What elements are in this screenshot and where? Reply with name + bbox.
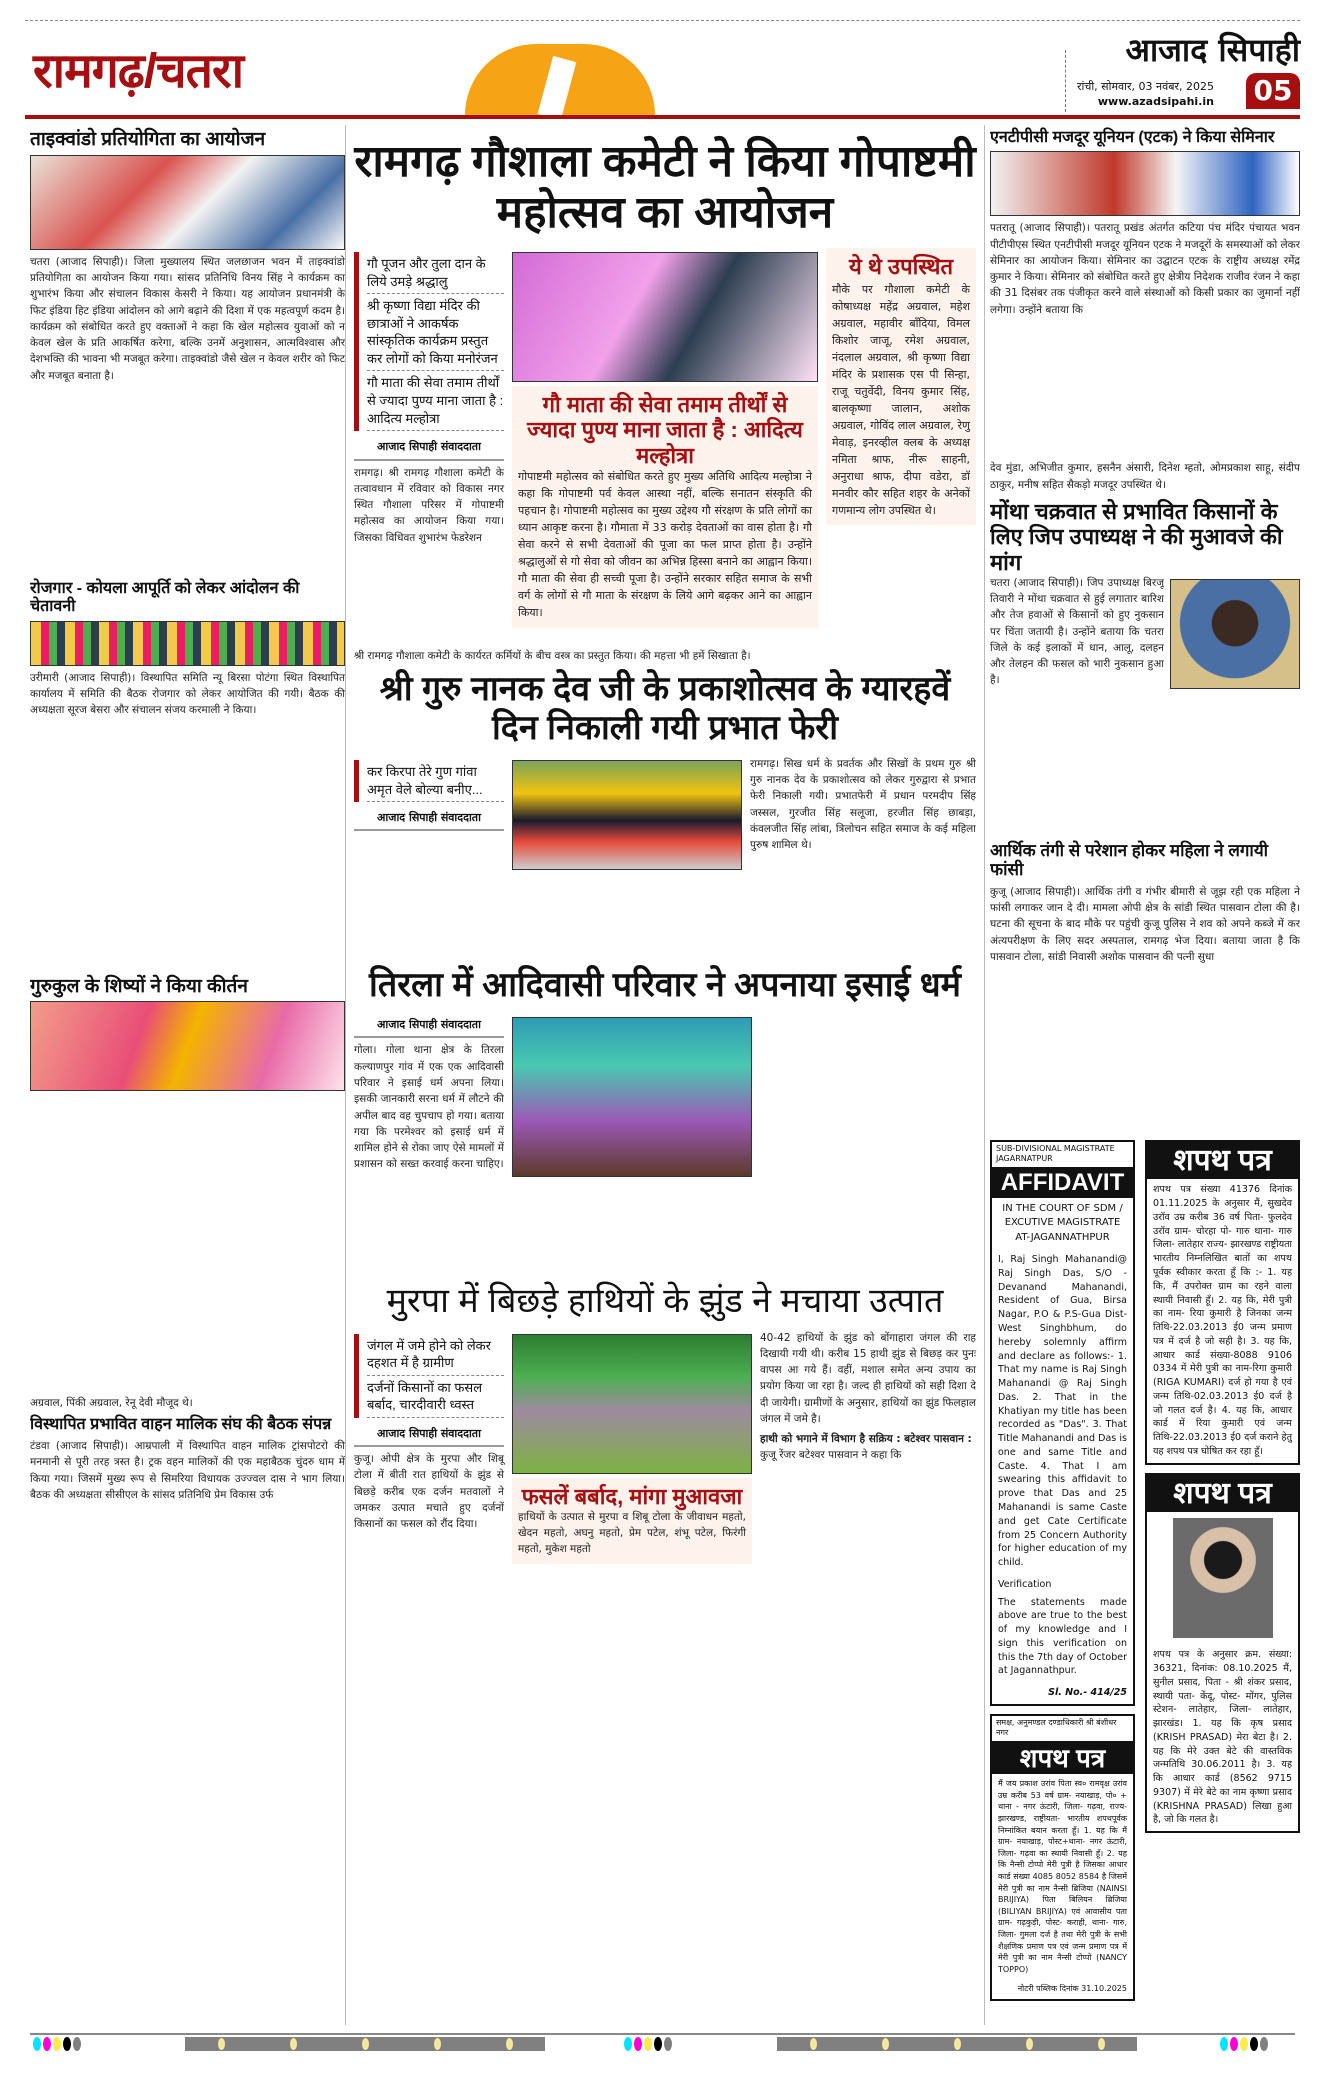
- shapath-body: शपथ पत्र संख्या 41376 दिनांक 01.11.2025 के अनुसार मैं, सुखदेव उरॉव उम्र करीब 36 वर्ष पिता- फुलदेव उरॉव ग्राम- चोरहा पो- गारु थाना- गारु जिला- लातेहार राज्य- झारखण्ड राष्ट्रीयता भारतीय निम्नलिखित बातों का शपथ पूर्वक स्वीकार करता हूँ कि :- 1. यह कि, मैं उपरोक्त ग्राम का रहने वाला स्थायी निवासी हूँ। 2. यह कि, मेरी पुत्री का नाम- रिया कुमारी है जिनका जन्म तिथि-22.03.2013 ई0 जन्म प्रमाण पत्र में दर्ज है जो सही है। 3. यह कि, आधार कार्ड संख्या-8088 9106 0334 में मेरी पुत्री का नाम-रिगा कुमारी (RIGA KUMARI) दर्ज हो गया है एवं जन्म तिथि-02.03.2013 ई0 दर्ज है जो गलत दर्ज है। 4. यह कि, आधार कार्ड में रिया कुमारी एवं जन्म तिथि-22.03.2013 ई0 दर्ज कराने हेतु यह शपथ पत्र घोषित कर रहा हूँ।: [1153, 1184, 1292, 1457]
- cyan-mark: [624, 2037, 632, 2051]
- article-body-end: अग्रवाल, पिंकी अग्रवाल, रेनू देवी मौजूद थे।: [30, 1397, 193, 1410]
- shapath-title: शपथ पत्र: [1147, 1142, 1298, 1180]
- subhead-body: कुजू रेंजर बटेश्वर पासवान ने कहा कि: [760, 1449, 902, 1462]
- article-body-filler: [30, 1095, 345, 1395]
- article-tirla: [346, 966, 984, 1272]
- article-body: रामगढ़। श्री रामगढ़ गौशाला कमेटी के तत्वावधान में रविवार को विकास नगर स्थित गौशाला परिसर में गोपाष्टमी महोत्सव का आयोजन किया गया। जिसका विधिवत शुभारंभ फेडरेशन: [354, 466, 504, 544]
- article-headline: गुरुकुल के शिष्यों ने किया कीर्तन: [30, 975, 248, 997]
- highlight-item: दर्जनों किसानों का फसल बर्बाद, चारदीवारी ध्वस्त: [367, 1376, 504, 1418]
- newspaper-name: आजाद सिपाही: [1125, 31, 1300, 69]
- yellow-mark: [53, 2037, 61, 2051]
- article-body: कुजू। ओपी क्षेत्र के मुरपा और शिबू टोला में बीती रात हाथियों के झुंड से बिछड़े करीब एक दर्जन मतवालों ने जमकर उत्पात मचाते हुए दर्जनों किसानों का फसल को रौंद दिया।: [354, 1453, 504, 1531]
- article-headline: मुरपा में बिछड़े हाथियों के झुंड ने मचाया उत्पात: [386, 1282, 944, 1321]
- verification-text: The statements made above are true to the best of my knowledge and I sign this verification on this the 7th day of October at Jagannathpur.: [998, 1596, 1127, 1677]
- byline: आजाद सिपाही संवाददाता: [354, 1422, 504, 1447]
- article-headline: विस्थापित प्रभावित वाहन मालिक संघ की बैठक संपन्न: [30, 1415, 332, 1433]
- website-link[interactable]: www.azadsipahi.in: [1097, 95, 1214, 108]
- article-gurunanak: [346, 670, 984, 956]
- calibration-dot: [882, 2038, 889, 2050]
- article-headline: आर्थिक तंगी से परेशान होकर महिला ने लगायी फांसी: [990, 840, 1269, 880]
- article-body-frame: [750, 756, 976, 956]
- black-mark: [654, 2037, 662, 2051]
- gray-mark: [664, 2037, 672, 2051]
- print-calibration-bar: [185, 2037, 545, 2051]
- taekwondo-photo: [30, 155, 345, 250]
- article-headline: एनटीपीसी मजदूर यूनियन (एटक) ने किया सेमिनार: [990, 129, 1275, 146]
- panel-headline: फसलें बर्बाद, मांगा मुआवजा: [521, 1483, 743, 1509]
- protest-rally-photo: [30, 621, 345, 666]
- article-body: कुजू (आजाद सिपाही)। आर्थिक तंगी व गंभीर बीमारी से जूझ रही एक महिला ने फांसी लगाकर जान दे दी। मामला ओपी क्षेत्र के सांडी स्थित पासवान टोला की है। घटना की सूचना के बाद मौके पर पहुंची कुजू पुलिस ने शव को अपने कब्जे में कर अंत्यपरीक्षण के लिए सदर अस्पताल, रामगढ़ भेज दिया। बताया जाता है कि पासवान टोला, सांडी निवासी अशोक पासवान की पत्नी सुधा: [990, 885, 1300, 963]
- quote-panel: [512, 386, 818, 627]
- article-body-frame: [30, 670, 345, 970]
- shapath-ad-2: [990, 1714, 1135, 2001]
- cyan-mark: [1220, 2037, 1228, 2051]
- tirla-photo: [512, 1017, 752, 1177]
- affidavit-authority: SUB-DIVISIONAL MAGISTRATE JAGARNATPUR: [992, 1142, 1133, 1168]
- article-headline: मोंथा चक्रवात से प्रभावित किसानों के लिए जिप उपाध्यक्ष ने की मुआवजे की मांग: [990, 498, 1283, 575]
- highlights-box: [354, 1334, 504, 1418]
- article-body-end: देव मुंडा, अभिजीत कुमार, हसनैन अंसारी, दिनेश म्हतो, ओमप्रकाश साहू, संदीप ठाकुर, मनीष सहित सैकड़ो मजदूर उपस्थित थे।: [990, 462, 1300, 491]
- highlights-box: [354, 252, 504, 431]
- edition-date: रांची, सोमवार, 03 नवंबर, 2025: [1077, 80, 1214, 93]
- calibration-dot: [506, 2038, 513, 2050]
- affidavit-body: I, Raj Singh Mahanandi@ Raj Singh Das, S/O - Devanand Mahanandi, Resident of Gua, Birsa Nagar, P.O & P.S-Gua Dist-West Singhbhum, do hereby solemnly affirm and declare as follows:- 1. That my name is Raj Singh Mahanandi @ Raj Singh Das. 2. That in the Khatiyan my title has been recorded as "Das". 3. That Title Mahanandi and Das is one and same Title and Caste. 4. That I am swearing this affidavit to prove that Das and 25 Mahanandi is same Caste and get Cate Certificate from 25 Concern Authority for higher education of my child.: [998, 1254, 1127, 1569]
- section-title: रामगढ़/चतरा: [33, 45, 244, 98]
- article-montha: [990, 499, 1300, 835]
- article-body-frame: [990, 884, 1300, 1134]
- verification-title: Verification: [998, 1578, 1052, 1590]
- article-gurukul: [30, 976, 345, 1412]
- seminar-photo: [990, 151, 1300, 216]
- article-union: [990, 129, 1300, 493]
- edition-row: [1077, 73, 1300, 109]
- top-dotted-rule: [25, 20, 1300, 21]
- subhead: हाथी को भगाने में विभाग है सक्रिय : बटेश्वर पासवान :: [760, 1433, 972, 1446]
- shapath-title: शपथ पत्र: [992, 1742, 1133, 1775]
- highlight-item: श्री कृष्णा विद्या मंदिर की छात्राओं ने आकर्षक सांस्कृतिक कार्यक्रम प्रस्तुत कर लोगों को किया मनोरंजन: [367, 294, 504, 371]
- middle-column: [345, 125, 985, 2025]
- shapath-body: मैं जय प्रकाश उरांव पिता स्व० रामवृक्ष उरांव उम्र करीब 53 वर्ष ग्राम- नयाखाड़, पो० + थाना - नगर ऊंटारी, जिला- गढ़वा, राज्य- झारखण्ड, राष्ट्रीयता- भारतीय शपथपूर्वक निम्नांकित बयान करता हूँ। 1. यह कि मैं ग्राम- नयाखाड़, पोस्ट+थाना- नगर ऊंटारी, जिला- गढ़वा का स्थायी निवासी हूँ। 2. यह कि नैन्सी टोप्पो मेरी पुत्री है जिसका आधार कार्ड संख्या 4085 8052 8584 है जिसमें मेरी पुत्री का नाम नैन्सी ब्रिजिया (NAINSI BRIJIYA) पिता बिलियन ब्रिजिया (BILIYAN BRIJIYA) एवं आवासीय पता ग्राम- गढ़कुड़ी, पोस्ट- कराही, थाना- गारु, जिला- गुमला दर्ज है तथा मेरी पुत्री के सभी शैक्षणिक प्रमाण पत्र एवं जन्म प्रमाण पत्र में मेरी पुत्री का नाम नैन्सी टोप्पो (NANCY TOPPO): [998, 1779, 1127, 1974]
- elephant-herd-photo: [512, 1334, 752, 1474]
- article-suicide: [990, 841, 1300, 1134]
- article-body-frame: [30, 254, 345, 574]
- byline: आजाद सिपाही संवाददाता: [354, 806, 504, 831]
- masthead-divider: [1065, 50, 1066, 112]
- yellow-mark: [1240, 2037, 1248, 2051]
- highlight-item: गौ माता की सेवा तमाम तीर्थों से ज्यादा पुण्य माना जाता है : आदित्य मल्होत्रा: [367, 371, 504, 431]
- article-body-frame: [990, 220, 1300, 460]
- shapath-title: शपथ पत्र: [1147, 1475, 1298, 1513]
- affidavit-court: IN THE COURT OF SDM / EXCUTIVE MAGISTRATE AT-JAGANNATHPUR: [1002, 1202, 1123, 1243]
- article-body-frame: [990, 575, 1164, 835]
- article-body: पतरातू (आजाद सिपाही)। पतरातू प्रखंड अंतर्गत कटिया पंच मंदिर पंचायत भवन पीटीपीएस स्थित एनटीपीसी मजदूर यूनियन एटक ने मजदूरों के समस्याओं को लेकर सेमिनार का आयोजन किया। सेमिनार का उद्घाटन एटक के राष्ट्रीय अध्यक्ष रमेंद्र कुमार ने किया। सेमिनार को संबोधित करते हुए क्षेत्रीय निदेशक राजीव रंजन ने कहा की 31 दिसंबर तक पंजीकृत करने वाले संस्थाओं को किसी प्रकार का जुमार्ना नहीं लगेगा। उन्होंने बताया कि: [990, 222, 1300, 316]
- black-mark: [63, 2037, 71, 2051]
- color-registration-marks: [1220, 2037, 1268, 2051]
- serial-number: Sl. No.- 414/25: [1048, 1687, 1127, 1699]
- highlight-item: जंगल में जमे होने को लेकर दहशत में है ग्रामीण: [367, 1334, 504, 1376]
- article-body: चतरा (आजाद सिपाही)। जिला मुख्यालय स्थित जलछाजन भवन में ताइक्वांडो प्रतियोगिता का आयोजन किया गया। सांसद प्रतिनिधि विनय सिंह ने कार्यक्रम का शुभारंभ किया और संचालन विकास केसरी ने किया। यह आयोजन प्रधानमंत्री के फिट इंडिया हिट इंडिया आंदोलन को आगे बढ़ाने की दिशा में एक महत्वपूर्ण कदम है। कार्यक्रम को संबोधित करते हुए वक्ताओं ने कहा कि खेल महोत्सव युवाओं को न केवल खेल के प्रति आकर्षित करेगा, बल्कि उनमें अनुशासन, आत्मविश्वास और देशभक्ति की भावना भी मजबूत करेगा। ताइक्वांडो जैसे खेल न केवल शरीर को फिट और मजबूत बनाता है।: [30, 255, 345, 382]
- calibration-dot: [362, 2038, 369, 2050]
- calibration-dot: [1098, 2038, 1105, 2050]
- prabhat-pheri-photo: [512, 760, 742, 870]
- calibration-dot: [1026, 2038, 1033, 2050]
- highlights-box: [354, 760, 504, 802]
- kirtan-photo: [30, 1001, 345, 1091]
- quote-headline: गौ माता की सेवा तमाम तीर्थों से ज्यादा पुण्य माना जाता है : आदित्य मल्होत्रा: [527, 392, 803, 468]
- calibration-dot: [810, 2038, 817, 2050]
- print-calibration-bar: [777, 2037, 1137, 2051]
- article-body: चतरा (आजाद सिपाही)। जिप उपाध्यक्ष बिरजू तिवारी ने मोंथा चक्रवात से हुई लगातार बारिश और तेज हवाओं से किसानों को हुए नुकसान पर चिंता जतायी है। उन्होंने बताया कि चतरा जिले के कई इलाकों में धान, आलू, दलहन और तेलहन की फसल को भारी नुकसान हुआ है।: [990, 576, 1164, 687]
- attendees-panel: [826, 248, 976, 525]
- article-headline: श्री गुरु नानक देव जी के प्रकाशोत्सव के ग्यारहवें दिन निकाली गयी प्रभात फेरी: [379, 669, 951, 747]
- edition-meta: [1077, 79, 1214, 109]
- highlight-item: गौ पूजन और तुला दान के लिये उमड़े श्रद्धालु: [367, 252, 504, 294]
- color-registration-marks: [624, 2037, 672, 2051]
- article-body-frame: [354, 1042, 504, 1272]
- compensation-panel: [512, 1478, 752, 1564]
- color-registration-marks: [33, 2037, 81, 2051]
- brand-block: [1077, 30, 1300, 115]
- pen-logo-icon: [465, 44, 655, 115]
- article-rozgar: [30, 580, 345, 970]
- gray-mark: [1260, 2037, 1268, 2051]
- black-mark: [1250, 2037, 1258, 2051]
- magenta-mark: [1230, 2037, 1238, 2051]
- footer-rule: [30, 2033, 1295, 2035]
- article-body: उरीमारी (आजाद सिपाही)। विस्थापित समिति न्यू बिरसा पोटंगा स्थित विस्थापित कार्यालय में समिति की बैठक रोजगार को लेकर आयोजित की गयी। बैठक की अध्यक्षता सूरज बेसरा और संचालन संजय करमाली ने किया।: [30, 671, 345, 717]
- attendees-title: ये थे उपस्थित: [848, 254, 953, 280]
- lead-headline: रामगढ़ गौशाला कमेटी ने किया गोपाष्टमी महोत्सव का आयोजन: [354, 137, 976, 237]
- shapath-ad-1: [1145, 1140, 1300, 1465]
- calibration-dot: [434, 2038, 441, 2050]
- attendees-list: मौके पर गौशाला कमेटी के कोषाध्यक्ष महेंद्र अग्रवाल, महेश अग्रवाल, महावीर बाँदिया, विमल किशोर जाजू, रमेश अग्रवाल, नंदलाल अग्रवाल, श्री कृष्णा विद्या मंदिर के प्रशासक एस पी सिन्हा, राजू चतुर्वेदी, विनय कुमार सिंह, बालकृष्णा जालान, अशोक अग्रवाल, गोविंद लाल अग्रवाल, रेणु मेवाड़, इनरव्हील क्लब के अध्यक्ष नमिता श्राफ, नीरू साहनी, अनुराधा श्राफ, दीपा वडेरा, डॉ मनवीर कौर सहित शहर के अनेकों गणमान्य लोग उपस्थित थे।: [832, 282, 970, 518]
- shapath-footer: नोटरी पब्लिक दिनांक 31.10.2025: [1017, 1984, 1127, 1994]
- article-headline: तिरला में आदिवासी परिवार ने अपनाया इसाई धर्म: [369, 965, 961, 1004]
- left-column: [30, 125, 345, 2025]
- right-column: [990, 125, 1300, 2025]
- highlight-item: कर किरपा तेरे गुण गांवा अमृत वेले बोल्या बनीए...: [367, 760, 504, 802]
- yellow-mark: [644, 2037, 652, 2051]
- article-vahan: [30, 1416, 345, 1503]
- lamp-lighting-photo: [512, 252, 818, 382]
- byline: आजाद सिपाही संवाददाता: [354, 435, 504, 460]
- article-body-tail: श्री रामगढ़ गौशाला कमेटी के कार्यरत कर्मियों के बीच वस्त्र का प्रस्तुत किया। की महत्ता भी हमें सिखाता है।: [354, 649, 751, 662]
- article-headline: रोजगार - कोयला आपूर्ति को लेकर आंदोलन की चेतावनी: [30, 579, 300, 616]
- page-number-badge: 05: [1246, 73, 1300, 109]
- article-body: टंडवा (आजाद सिपाही)। आम्रपाली में विस्थापित वाहन मालिक ट्रांसपोटरो की मनमानी से पूरी तरह त्रस्त है। ट्रक वहन मालिकों की एक महाबैठक चुंदरु धाम में किया गया। जिसमें मुख्य रूप से सिमरिया विधायक उज्ज्वल दास ने भाग लिया। बैठक की अध्यक्षता सीसीएल के सांसद प्रतिनिधि प्रेम विकास उर्फ: [30, 1440, 345, 1501]
- calibration-dot: [218, 2038, 225, 2050]
- article-murpa: [346, 1282, 984, 1563]
- article-taekwondo: [30, 129, 345, 574]
- byline: आजाद सिपाही संवाददाता: [354, 1013, 504, 1038]
- magenta-mark: [634, 2037, 642, 2051]
- quote-body: गोपाष्टमी महोत्सव को संबोधित करते हुए मुख्य अतिथि आदित्य मल्होत्रा ने कहा कि गोपाष्टमी पर्व केवल आस्था नहीं, बल्कि सनातन संस्कृति की पहचान है। गोपाष्टमी महोत्सव का मुख्य उद्देश्य गौ संरक्षण के प्रति लोगों का ध्यान आकृष्ट करना है। गौमाता में 33 करोड़ देवताओं का वास होता है। गौ सेवा करने से सभी देवताओं की पूजा का फल प्राप्त होता है। उन्होंने श्रद्धालुओं से गो सेवा को जीवन का अभिन्न हिस्सा बनाने का आह्वान किया। गौ माता की सेवा ही सच्ची पूजा है। उन्होंने सरकार सहित समाज के सभी वर्ग के लोगों से गौ माता के संरक्षण के लिये आगे बढ़कर आने का आह्वान किया।: [518, 470, 812, 620]
- birju-tiwari-photo: [1170, 579, 1300, 689]
- article-gaushala: [346, 137, 984, 664]
- gray-mark: [73, 2037, 81, 2051]
- masthead-rule: [25, 115, 1300, 119]
- calibration-dot: [290, 2038, 297, 2050]
- cyan-mark: [33, 2037, 41, 2051]
- affidavit-ad: [990, 1140, 1135, 1706]
- applicant-photo: [1173, 1518, 1273, 1638]
- article-body-right: 40-42 हाथियों के झुंड को बोंगाहारा जंगल की राह दिखायी गयी थी। करीब 15 हाथी झुंड से बिछड़ कर पुनः वापस आ गये हैं। वहीं, मशाल समेत अन्य उपाय का प्रयोग किया जा रहा है। जल्द ही हाथियों को सही दिशा दे दी जायेगी। ग्रामीणों के अनुसार, हाथियों का झुंड फिलहाल जंगल में जमे है।: [760, 1331, 976, 1425]
- affidavit-title: AFFIDAVIT: [992, 1168, 1133, 1198]
- magenta-mark: [43, 2037, 51, 2051]
- shapath-ad-3: [1145, 1473, 1300, 1833]
- masthead: [25, 30, 1300, 115]
- shapath-body: शपथ पत्र के अनुसार क्रम. संख्या: 36321, दिनांक: 08.10.2025 मैं, सुनील प्रसाद, पिता - श्री शंकर प्रसाद, स्थायी पता- केंदू, पोस्ट- मोंगर, पुलिस स्टेशन- लातेहार, जिला- लातेहार, झारखंड। 1. यह कि कृष प्रसाद (KRISH PRASAD) मेरा बेटा है। 2. यह कि मेरे उक्त बेटे की वास्तविक जन्मतिथि 30.06.2011 है। 3. यह कि आधार कार्ड (8562 9715 9307) में मेरे बेटे का नाम कृष्णा प्रसाद (KRISHNA PRASAD) लिखा हुआ है, जो कि गलत है।: [1153, 1649, 1292, 1826]
- calibration-dot: [954, 2038, 961, 2050]
- article-headline: ताइक्वांडो प्रतियोगिता का आयोजन: [30, 129, 266, 150]
- panel-body: हाथियों के उत्पात से मुरपा व शिबू टोला के जीवाधन महतो, खेदन महतो, अघनु महतो, प्रेम पटेल, शंभू पटेल, फिरंगी महतो, मुकेश महतो: [518, 1510, 746, 1556]
- shapath-authority: समक्ष, अनुमण्डल दण्डाधिकारी श्री बंशीधर नगर: [992, 1716, 1133, 1742]
- article-body: गोला। गोला थाना क्षेत्र के तिरला कल्याणपुर गांव में एक एक आदिवासी परिवार ने इसाई धर्म अपना लिया। इसकी जानकारी सरना धर्म में लौटने की अपील बाद वह चुपचाप हो गया। बताया गया कि परमेश्वर को इसाई धर्म में शामिल होने से रोका जाए ऐसे मामलों में प्रशासन को सख्त करवाई करना चाहिए।: [354, 1044, 504, 1171]
- article-body: रामगढ़। सिख धर्म के प्रवर्तक और सिखों के प्रथम गुरु श्री गुरु नानक देव के प्रकाशोत्सव को लेकर गुरुद्वारा से प्रभात फेरी निकाली गयी। प्रभातफेरी में प्रधान परमदीप सिंह जस्सल, गुरजीत सिंह सलूजा, हरजीत सिंह छाबड़ा, कंवलजीत सिंह लांबा, त्रिलोचन सहित समाज के कई महिला पुरुष शामिल थे।: [750, 757, 976, 852]
